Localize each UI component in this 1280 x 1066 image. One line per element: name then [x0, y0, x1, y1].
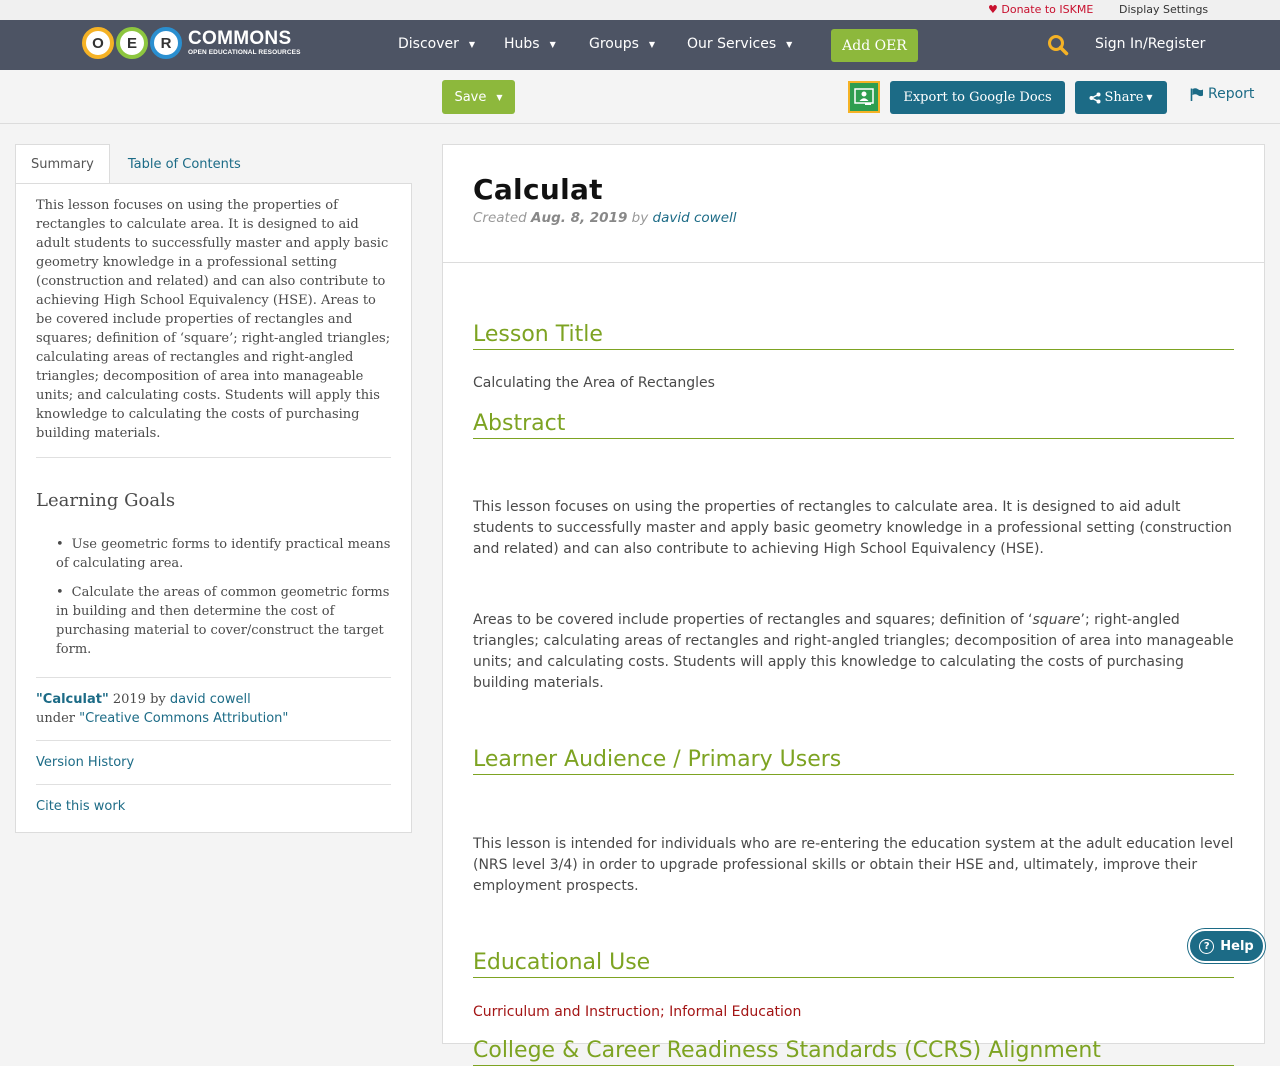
created-date: Aug. 8, 2019: [531, 210, 628, 226]
google-classroom-icon[interactable]: [848, 81, 880, 113]
audience-text: This lesson is intended for individuals who are re-entering the education system at the adult education level (NRS level 3/4) in order to upgrade professional skills or obtain their HSE and, ultimately, improve their employment prospects.: [473, 836, 1234, 894]
list-item: • Use geometric forms to identify practical means of calculating area.: [56, 537, 391, 571]
resource-toolbar: [0, 70, 1280, 124]
flag-icon: [1190, 88, 1204, 101]
abstract-paragraph-2: Areas to be covered include properties of rectangles and squares; definition of ‘square’; right-angled triangles; calculating areas of rectangles and right-angled triangles; decomposition of area into manageable units; and calculating costs. Students will apply this knowledge to calculating the costs of purchasing building materials.: [473, 612, 1234, 691]
main-navigation: [0, 20, 1280, 70]
tab-table-of-contents[interactable]: Table of Contents: [127, 156, 241, 172]
nav-groups[interactable]: Groups ▼: [589, 36, 656, 52]
chevron-down-icon: ▼: [786, 39, 793, 49]
save-button[interactable]: Save ▼: [442, 80, 515, 114]
author-link[interactable]: david cowell: [652, 210, 737, 226]
help-button[interactable]: ? Help: [1188, 929, 1265, 963]
attribution-author-link[interactable]: david cowell: [169, 692, 251, 707]
share-icon: [1089, 92, 1101, 104]
created-meta: Created Aug. 8, 2019 by david cowell: [473, 210, 737, 226]
nav-hubs[interactable]: Hubs ▼: [504, 36, 556, 52]
logo-name: COMMONS: [188, 28, 292, 50]
share-button[interactable]: Share ▼: [1075, 81, 1167, 114]
tab-summary[interactable]: Summary: [15, 144, 110, 184]
caret-down-icon: ▼: [1146, 93, 1153, 102]
section-heading-educational-use: Educational Use: [473, 949, 1234, 978]
section-heading-abstract: Abstract: [473, 410, 1234, 439]
display-settings-link[interactable]: Display Settings: [1119, 3, 1209, 16]
nav-our-services[interactable]: Our Services ▼: [687, 36, 793, 52]
page-title: Calculat: [473, 173, 603, 206]
attribution-title[interactable]: "Calculat": [36, 692, 109, 707]
chevron-down-icon: ▼: [648, 39, 656, 49]
chevron-down-icon: ▼: [549, 39, 556, 49]
cite-this-work-link[interactable]: Cite this work: [36, 799, 126, 814]
learning-goals-list: [36, 535, 391, 659]
export-to-google-docs-button[interactable]: Export to Google Docs: [890, 81, 1065, 114]
section-heading-ccrs: College & Career Readiness Standards (CCRS) Alignment: [473, 1037, 1234, 1066]
question-circle-icon: ?: [1199, 939, 1214, 954]
logo-letter-r: R: [150, 27, 182, 59]
add-oer-button[interactable]: Add OER: [831, 29, 918, 62]
summary-text: This lesson focuses on using the properties of rectangles to calculate area. It is designed to aid adult students to successfully master and apply basic geometry knowledge in a professional setting (construction and related) and can also contribute to achieving High School Equivalency (HSE). Areas to be covered include properties of rectangles and squares; definition of ‘square’; right-angled triangles; calculating areas of rectangles and right-angled triangles; decomposition of area into manageable units; and calculating costs. Students will apply this knowledge to calculating the costs of purchasing building materials.: [36, 196, 391, 458]
caret-down-icon: ▼: [496, 92, 503, 102]
heart-icon: ♥: [988, 3, 998, 16]
utility-bar: [0, 0, 1280, 20]
oer-commons-logo[interactable]: [82, 25, 301, 61]
educational-use-text: Curriculum and Instruction; Informal Education: [473, 1004, 802, 1020]
summary-panel: [15, 183, 412, 833]
lesson-title-text: Calculating the Area of Rectangles: [473, 375, 715, 391]
logo-letter-e: E: [116, 27, 148, 59]
abstract-paragraph-1: This lesson focuses on using the properties of rectangles to calculate area. It is designed to aid adult students to successfully master and apply basic geometry knowledge in a professional setting (construction and related) and can also contribute to achieving High School Equivalency (HSE).: [473, 499, 1232, 557]
sign-in-register-link[interactable]: Sign In/Register: [1095, 36, 1206, 52]
left-panel-tabs: [15, 144, 256, 184]
attribution: "Calculat" 2019 by david cowell under "Creative Commons Attribution": [36, 677, 391, 741]
resource-header: [443, 145, 1264, 263]
search-icon[interactable]: [1047, 34, 1069, 56]
report-button[interactable]: Report: [1190, 86, 1254, 102]
section-heading-learner-audience: Learner Audience / Primary Users: [473, 746, 1234, 775]
resource-body: [443, 321, 1264, 1066]
logo-tagline: OPEN EDUCATIONAL RESOURCES: [188, 49, 301, 57]
logo-letter-o: O: [82, 27, 114, 59]
version-history-link[interactable]: Version History: [36, 755, 135, 770]
section-heading-lesson-title: Lesson Title: [473, 321, 1234, 350]
chevron-down-icon: ▼: [468, 39, 476, 49]
license-link[interactable]: "Creative Commons Attribution": [79, 711, 289, 726]
nav-discover[interactable]: Discover ▼: [398, 36, 476, 52]
resource-content: [442, 144, 1265, 1063]
list-item: • Calculate the areas of common geometric forms in building and then determine the cost of purchasing material to cover/construct the target form.: [56, 585, 390, 657]
donate-link[interactable]: ♥ Donate to ISKME: [988, 3, 1094, 16]
learning-goals-heading: Learning Goals: [36, 490, 176, 511]
